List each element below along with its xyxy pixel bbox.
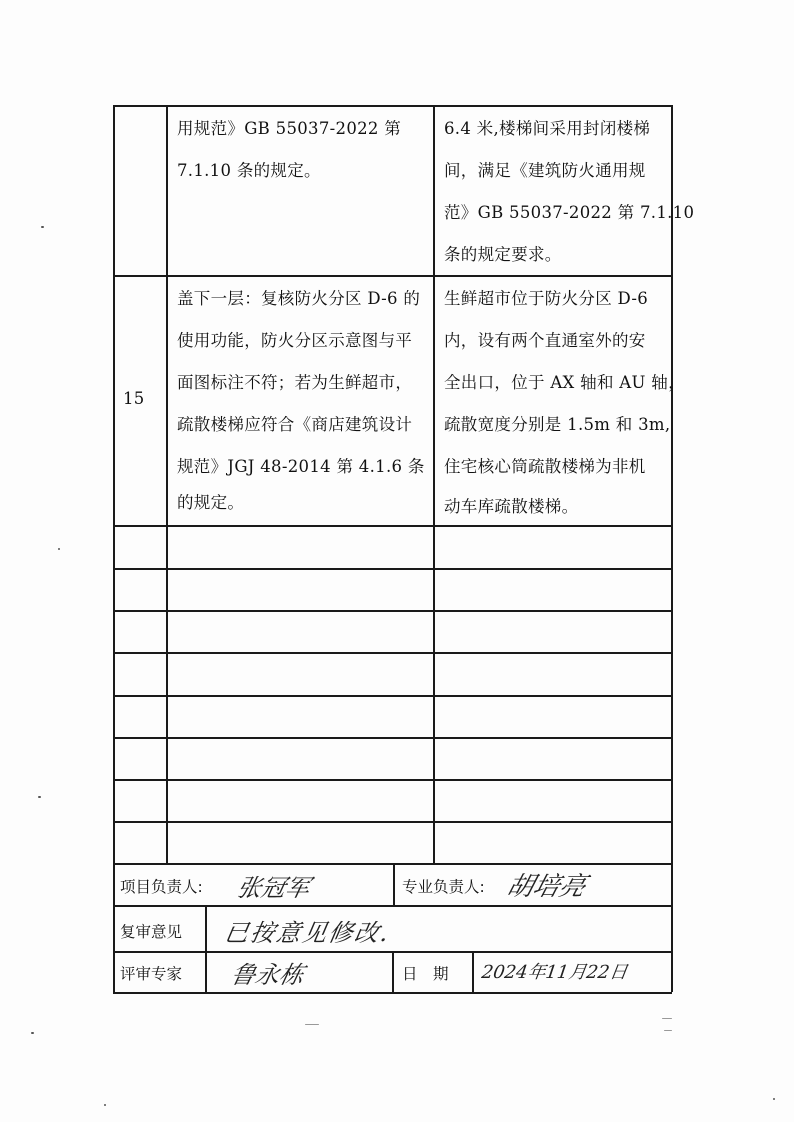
row15-number: 15: [123, 389, 145, 408]
row-line: [113, 863, 672, 865]
row-line: [113, 652, 672, 654]
border-left: [113, 105, 115, 992]
expert-label: 评审专家: [120, 965, 183, 983]
row14-reply-line: 条的规定要求。: [444, 245, 562, 264]
review-opinion-text: 已按意见修改.: [222, 919, 393, 947]
scan-speck: [38, 796, 41, 798]
row15-reply-line: 生鲜超市位于防火分区 D-6: [444, 289, 649, 308]
row-line: [113, 525, 672, 527]
row15-reply-line: 内，设有两个直通室外的安: [444, 331, 646, 350]
row14-opinion-line: 7.1.10 条的规定。: [177, 161, 321, 180]
scan-speck: [305, 1024, 319, 1025]
row15-opinion-line: 的规定。: [177, 493, 245, 512]
row-line: [113, 779, 672, 781]
row15-opinion-line: 规范》JGJ 48-2014 第 4.1.6 条: [177, 457, 425, 476]
row-line: [113, 568, 672, 570]
row-line: [113, 610, 672, 612]
divider-footer-4: [472, 951, 474, 992]
scan-speck: [662, 1018, 672, 1019]
row15-opinion-line: 使用功能，防火分区示意图与平: [177, 331, 413, 350]
divider-footer-3: [392, 951, 394, 992]
row-line: [113, 275, 672, 277]
project-lead-label: 项目负责人:: [120, 878, 203, 896]
project-lead-signature: 张冠军: [234, 874, 313, 902]
date-label: 日 期: [402, 965, 449, 983]
divider-footer-2: [205, 905, 207, 992]
row14-reply-line: 间，满足《建筑防火通用规: [444, 161, 646, 180]
row14-opinion-line: 用规范》GB 55037-2022 第: [177, 119, 402, 138]
specialty-lead-label: 专业负责人:: [402, 878, 485, 896]
row15-opinion-line: 疏散楼梯应符合《商店建筑设计: [177, 415, 413, 434]
specialty-lead-signature: 胡培亮: [503, 872, 590, 902]
row15-opinion-line: 面图标注不符；若为生鲜超市，: [177, 373, 413, 392]
divider-number-col: [166, 105, 168, 863]
row-line: [113, 821, 672, 823]
row15-opinion-line: 盖下一层：复核防火分区 D-6 的: [177, 289, 421, 308]
row14-reply-line: 6.4 米,楼梯间采用封闭楼梯: [444, 119, 651, 138]
row15-reply-line: 住宅核心筒疏散楼梯为非机: [444, 457, 646, 476]
border-bottom: [113, 992, 672, 994]
scan-speck: [773, 1098, 775, 1100]
scan-speck: [41, 226, 44, 228]
row15-reply-line: 全出口，位于 AX 轴和 AU 轴，: [444, 373, 685, 392]
row-line: [113, 695, 672, 697]
scan-speck: [104, 1104, 106, 1106]
scan-speck: [664, 1030, 672, 1031]
row14-reply-line: 范》GB 55037-2022 第 7.1.10: [444, 203, 695, 222]
expert-signature: 鲁永栋: [228, 961, 307, 989]
border-right: [671, 105, 673, 992]
row-line: [113, 737, 672, 739]
scan-speck: [58, 548, 60, 550]
border-top: [113, 105, 672, 107]
row15-reply-line: 动车库疏散楼梯。: [444, 497, 579, 516]
date-value: 2024年11月22日: [480, 962, 629, 983]
review-opinion-label: 复审意见: [120, 923, 183, 941]
divider-reply-col: [433, 105, 435, 863]
row-line: [113, 951, 672, 953]
row15-reply-line: 疏散宽度分别是 1.5m 和 3m,: [444, 415, 671, 434]
row-line: [113, 905, 672, 907]
divider-footer-1: [393, 863, 395, 905]
scan-speck: [31, 1032, 34, 1034]
